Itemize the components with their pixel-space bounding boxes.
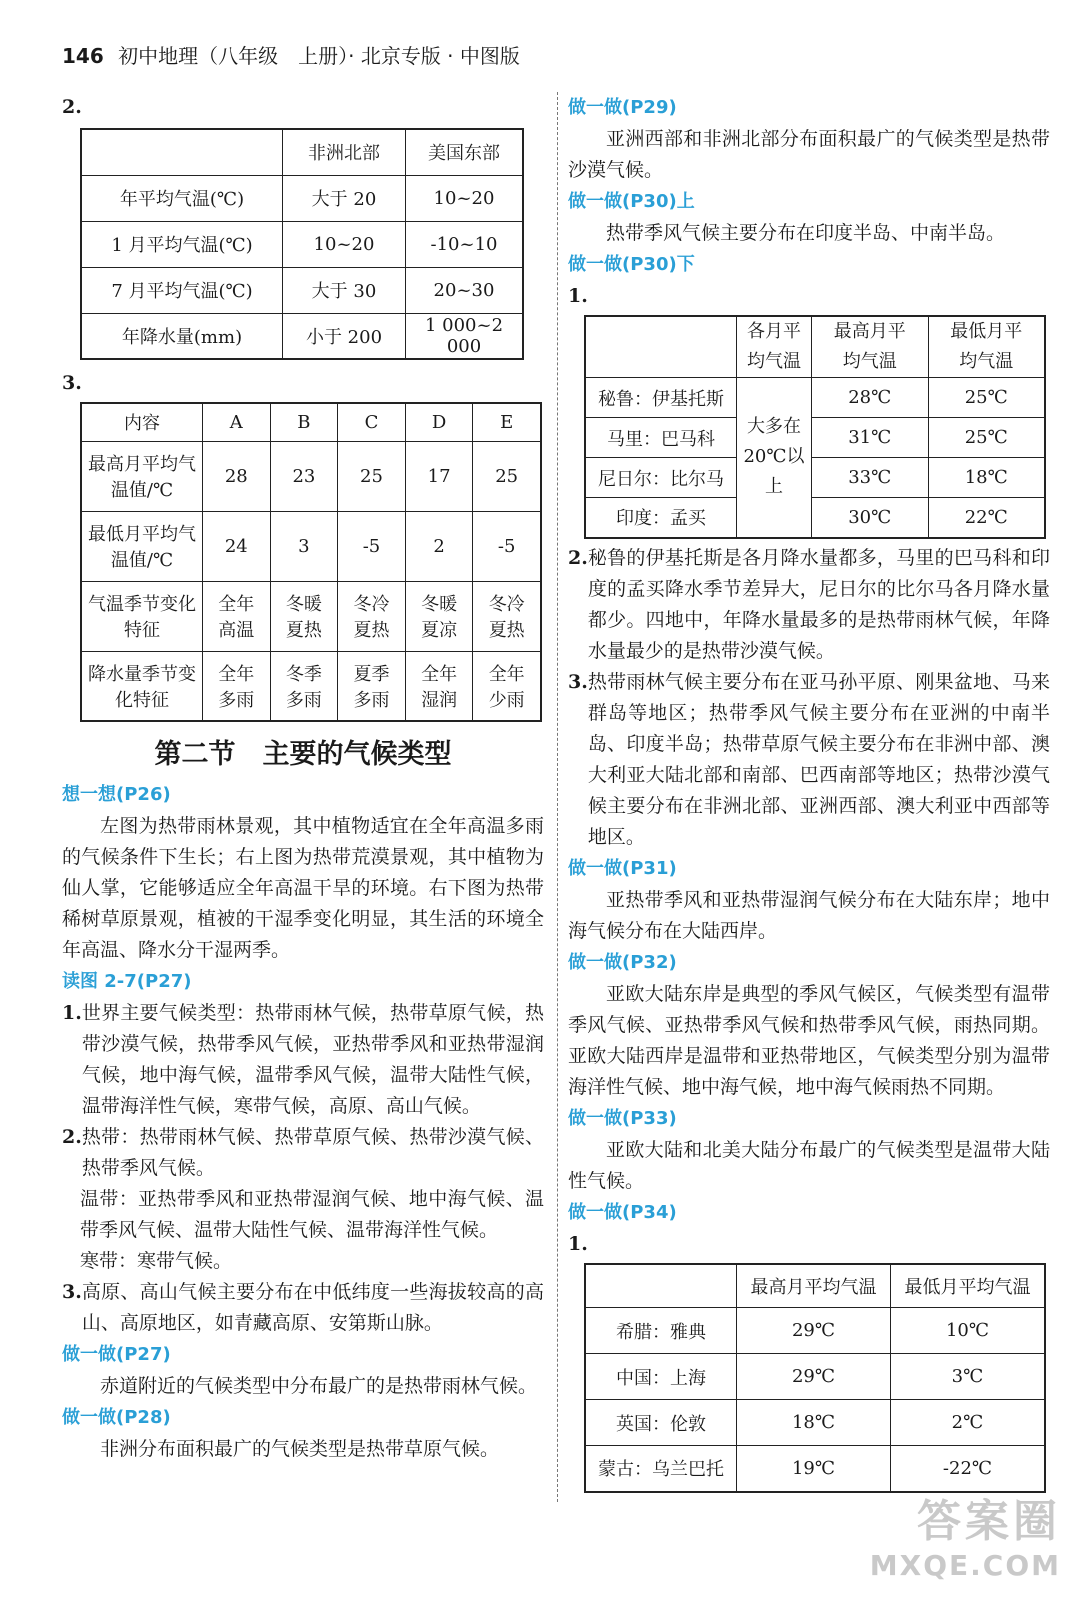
q2-number: 2. [62, 96, 82, 118]
q2-header-cell [81, 129, 283, 175]
q3-cell: 冬季多雨 [270, 651, 338, 721]
q2-header-cell: 非洲北部 [283, 129, 406, 175]
q2-cell: 10~20 [406, 175, 524, 221]
t1-cell: 31℃ [812, 418, 929, 458]
item-subtext: 寒带：寒带气候。 [80, 1250, 233, 1272]
t2-cell: 2℃ [890, 1400, 1045, 1446]
exercise-label: 做一做(P30)上 [568, 191, 695, 212]
q3-cell: -5 [473, 511, 541, 581]
q3-cell: 全年湿润 [405, 651, 473, 721]
t1-row-label: 秘鲁：伊基托斯 [585, 378, 737, 418]
t1-cell: 33℃ [812, 458, 929, 498]
exercise-text: 亚欧大陆东岸是典型的季风气候区，气候类型有温带季风气候、亚热带季风气候和热带季风气候，雨热同期。亚欧大陆西岸是温带和亚热带地区，气候类型分别为温带海洋性气候、地中海气候，地中海气候雨热不同期。 [568, 982, 1050, 1098]
q2-cell: 小于 200 [283, 313, 406, 359]
section-title: 第二节 主要的气候类型 [154, 739, 452, 770]
q2-cell: 10~20 [283, 221, 406, 267]
item-number: 2. [568, 546, 588, 569]
q3-row-label: 降水量季节变化特征 [81, 651, 203, 721]
q2-cell: 年平均气温(℃) [81, 175, 283, 221]
q1-number: 1. [568, 285, 588, 307]
t2-cell: 29℃ [737, 1354, 891, 1400]
q3-cell: -5 [338, 511, 406, 581]
q2-cell: 7 月平均气温(℃) [81, 267, 283, 313]
item-number: 3. [62, 1281, 82, 1303]
q3-header-cell: D [405, 403, 473, 441]
t1-header-cell: 最低月平均气温 [928, 316, 1045, 378]
t2-row-label: 蒙古：乌兰巴托 [585, 1446, 737, 1492]
t2-header-cell: 最高月平均气温 [737, 1264, 891, 1308]
q3-cell: 冬暖夏凉 [405, 581, 473, 651]
q3-cell: 17 [405, 441, 473, 511]
q3-cell: 全年高温 [203, 581, 271, 651]
item-text: 热带雨林气候主要分布在亚马孙平原、刚果盆地、马来群岛等地区；热带季风气候主要分布在亚洲的中南半岛、印度半岛；热带草原气候主要分布在非洲中部、澳大利亚大陆北部和南部、巴西南部等地区；热带沙漠气候主要分布在非洲北部、亚洲西部、澳大利亚中西部等地区。 [587, 670, 1050, 848]
t1-row-label: 尼日尔：比尔马 [585, 458, 737, 498]
exercise-text: 热带季风气候主要分布在印度半岛、中南半岛。 [606, 222, 1006, 244]
item-text: 高原、高山气候主要分布在中低纬度一些海拔较高的高山、高原地区，如青藏高原、安第斯山脉。 [81, 1281, 544, 1334]
q2-table [80, 128, 524, 360]
t1-row-label: 马里：巴马科 [585, 418, 737, 458]
exercise-label: 做一做(P32) [568, 951, 677, 973]
t1-header-cell: 各月平均气温 [737, 316, 812, 378]
t2-cell: 10℃ [890, 1308, 1045, 1354]
read-map-label: 读图 2-7(P27) [62, 971, 192, 992]
q1b-number: 1. [568, 1232, 588, 1255]
q2-cell: -10~10 [406, 221, 524, 267]
t2-cell: 3℃ [890, 1354, 1045, 1400]
q3-cell: 23 [270, 441, 338, 511]
exercise-label: 做一做(P29) [568, 97, 677, 118]
climate-table-2 [584, 1263, 1046, 1493]
q2-cell: 大于 30 [283, 267, 406, 313]
climate-table-1 [584, 315, 1046, 539]
q3-cell: 2 [405, 511, 473, 581]
item-text: 世界主要气候类型：热带雨林气候，热带草原气候，热带沙漠气候，热带季风气候，亚热带季风和亚热带湿润气候，地中海气候，温带季风气候，温带大陆性气候，温带海洋性气候，寒带气候，高原、高山气候。 [81, 1002, 544, 1117]
q3-cell: 冬冷夏热 [473, 581, 541, 651]
q3-header-cell: B [270, 403, 338, 441]
q2-header-cell: 美国东部 [406, 129, 524, 175]
t2-header-cell [585, 1264, 737, 1308]
exercise-text: 亚热带季风和亚热带湿润气候分布在大陆东岸；地中海气候分布在大陆西岸。 [568, 888, 1050, 942]
t2-cell: -22℃ [890, 1446, 1045, 1492]
t2-row-label: 希腊：雅典 [585, 1308, 737, 1354]
exercise-text: 亚欧大陆和北美大陆分布最广的气候类型是温带大陆性气候。 [568, 1138, 1050, 1192]
list-item [62, 998, 544, 1122]
item-number: 3. [568, 670, 588, 693]
q3-cell: 25 [338, 441, 406, 511]
list-item [568, 543, 1050, 667]
q3-header-cell: A [203, 403, 271, 441]
q3-table [80, 402, 542, 722]
q3-row-label: 气温季节变化特征 [81, 581, 203, 651]
q2-cell: 1 000~2 000 [406, 313, 524, 359]
item-subtext: 温带：亚热带季风和亚热带湿润气候、地中海气候、温带季风气候、温带大陆性气候、温带海洋性气候。 [80, 1188, 544, 1241]
exercise-text: 赤道附近的气候类型中分布最广的是热带雨林气候。 [100, 1375, 538, 1397]
q3-header-cell: E [473, 403, 541, 441]
book-title: 初中地理（八年级 上册）· 北京专版 · 中图版 [118, 44, 520, 68]
q3-number: 3. [62, 372, 82, 394]
t1-cell: 22℃ [928, 498, 1045, 538]
list-item [62, 1277, 544, 1339]
think-label: 想一想(P26) [62, 784, 171, 805]
page-header [62, 40, 520, 69]
t1-header-cell: 最高月平均气温 [812, 316, 929, 378]
exercise-text: 非洲分布面积最广的气候类型是热带草原气候。 [100, 1438, 500, 1460]
watermark-logo: 答案圈 [917, 1496, 1061, 1547]
exercise-label: 做一做(P30)下 [568, 254, 695, 275]
t1-row-label: 印度：孟买 [585, 498, 737, 538]
t1-cell: 18℃ [928, 458, 1045, 498]
page-number: 146 [62, 44, 104, 68]
t1-cell: 30℃ [812, 498, 929, 538]
watermark-url: MXQE.COM [869, 1549, 1061, 1582]
item-number: 2. [62, 1126, 82, 1148]
q3-cell: 冬冷夏热 [338, 581, 406, 651]
t1-merged-cell: 大多在20℃以上 [737, 378, 812, 538]
q3-cell: 冬暖夏热 [270, 581, 338, 651]
exercise-label: 做一做(P28) [62, 1407, 171, 1428]
item-text: 热带：热带雨林气候、热带草原气候、热带沙漠气候、热带季风气候。 [81, 1126, 544, 1179]
q2-cell: 大于 20 [283, 175, 406, 221]
q2-cell: 20~30 [406, 267, 524, 313]
q3-row-label: 最低月平均气温值/℃ [81, 511, 203, 581]
exercise-label: 做一做(P31) [568, 857, 677, 879]
q2-cell: 年降水量(mm) [81, 313, 283, 359]
column-divider [557, 92, 558, 1502]
q3-cell: 全年少雨 [473, 651, 541, 721]
q3-cell: 全年多雨 [203, 651, 271, 721]
q3-cell: 3 [270, 511, 338, 581]
q3-cell: 28 [203, 441, 271, 511]
t2-cell: 18℃ [737, 1400, 891, 1446]
t2-header-cell: 最低月平均气温 [890, 1264, 1045, 1308]
t1-cell: 25℃ [928, 378, 1045, 418]
item-number: 1. [62, 1002, 82, 1024]
q3-row-label: 最高月平均气温值/℃ [81, 441, 203, 511]
right-column [568, 92, 1050, 1493]
exercise-text: 亚洲西部和非洲北部分布面积最广的气候类型是热带沙漠气候。 [568, 128, 1050, 181]
q3-cell: 24 [203, 511, 271, 581]
think-text: 左图为热带雨林景观，其中植物适宜在全年高温多雨的气候条件下生长；右上图为热带荒漠景观，其中植物为仙人掌，它能够适应全年高温干旱的环境。右下图为热带稀树草原景观，植被的干湿季变化明显，其生活的环境全年高温、降水分干湿两季。 [62, 815, 544, 961]
t1-cell: 25℃ [928, 418, 1045, 458]
t2-cell: 29℃ [737, 1308, 891, 1354]
exercise-label: 做一做(P34) [568, 1201, 677, 1223]
watermark [870, 1485, 1061, 1582]
list-item [568, 667, 1050, 853]
q3-cell: 25 [473, 441, 541, 511]
t2-row-label: 中国：上海 [585, 1354, 737, 1400]
q3-header-cell: C [338, 403, 406, 441]
q3-header-cell: 内容 [81, 403, 203, 441]
q3-cell: 夏季多雨 [338, 651, 406, 721]
t2-cell: 19℃ [737, 1446, 891, 1492]
item-text: 秘鲁的伊基托斯是各月降水量都多，马里的巴马科和印度的孟买降水季节差异大，尼日尔的比尔马各月降水量都少。四地中，年降水量最多的是热带雨林气候，年降水量最少的是热带沙漠气候。 [587, 546, 1050, 662]
t1-cell: 28℃ [812, 378, 929, 418]
q2-cell: 1 月平均气温(℃) [81, 221, 283, 267]
exercise-label: 做一做(P33) [568, 1107, 677, 1129]
exercise-label: 做一做(P27) [62, 1344, 171, 1365]
left-column [62, 92, 544, 1465]
list-item [62, 1122, 544, 1184]
t2-row-label: 英国：伦敦 [585, 1400, 737, 1446]
t1-header-cell [585, 316, 737, 378]
